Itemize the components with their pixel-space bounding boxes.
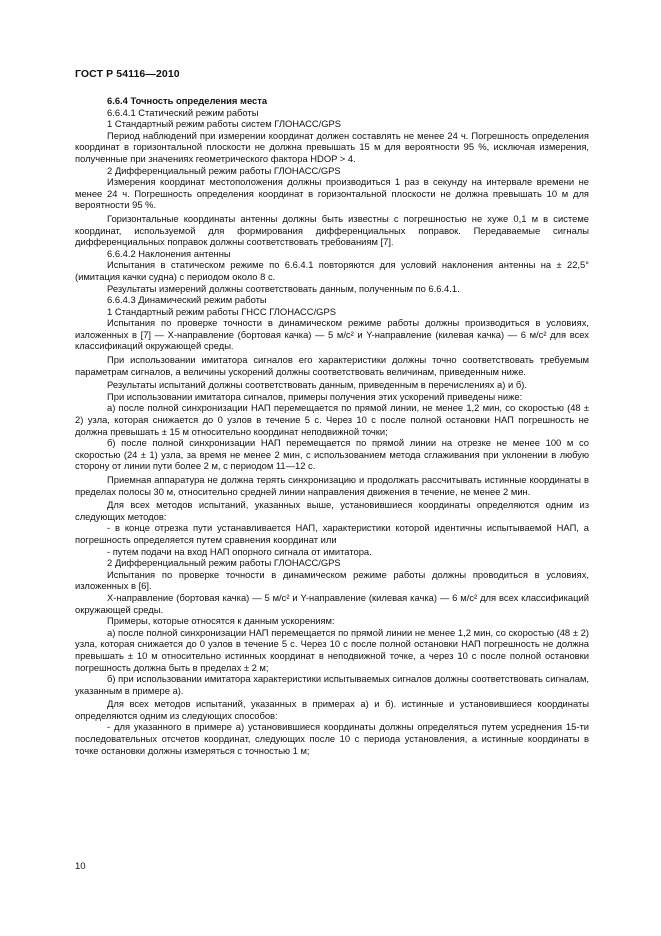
paragraph: Результаты измерений должны соответствовать данным, полученным по 6.6.4.1. [107,282,460,294]
paragraph: Испытания в статическом режиме по 6.6.4.1 повторяются для условий наклонения антенны на ± 22,5° (имитация качки судна) с периодом около 8 с. [75,259,589,282]
list-item: б) при использовании имитатора характеристики испытываемых сигналов должны соответствовать сигналам, указанным в примере а). [75,673,589,696]
paragraph: Х-направление (бортовая качка) — 5 м/с² и Y-направление (килевая качка) — 6 м/с² для всех классификаций окружающей среды. [75,591,589,615]
paragraph: Приемная аппаратура не должна терять синхронизацию и продолжать рассчитывать истинные координаты в пределах полосы 30 м, относительно средней линии направления движения в течение, не менее 2 мин. [75,474,589,497]
list-item: б) после полной синхронизации НАП перемещается по прямой линии на отрезке не менее 100 м со скоростью (24 ± 1) узла, за время не менее 2 мин, с использованием метода сглаживания при уклонении в любую сторону от линии пути более 2 м, с периодом 11—12 с. [75,437,589,472]
paragraph: Результаты испытаний должны соответствовать данным, приведенным в перечислениях а) и б). [107,379,527,391]
paragraph: При использовании имитатора сигналов его характеристики должны точно соответствовать требуемым параметрам сигналов, а величины ускорений должны соответствовать величинам, приведенным ниже. [75,354,589,377]
paragraph: Горизонтальные координаты антенны должны быть известны с погрешностью не хуже 0,1 м в системе координат, используемой для формирования дифференциальных поправок. Передаваемые сигналы дифференциальных поправок должны соответствовать требованиям [7]. [75,212,589,248]
list-item: - в конце отрезка пути устанавливается НАП, характеристики которой идентичны испытываемой НАП, а погрешность определяется путем сравнения координат или [75,522,589,545]
paragraph: Примеры, которые относятся к данным ускорениям: [107,615,335,627]
paragraph: Для всех методов испытаний, указанных в примерах а) и б). истинные и установившиеся координаты определяются одним из следующих способов: [75,698,589,721]
mode-heading: 2 Дифференциальный режим работы ГЛОНАСС/GPS [107,164,341,176]
paragraph: При использовании имитатора сигналов, примеры получения этих ускорений приведены ниже: [107,390,523,402]
list-item: а) после полной синхронизации НАП перемещается по прямой линии не менее 1,2 мин, со скоростью (48 ± 2) узла, которая снижается до 0 узлов в течение 5 с. Через 10 с после полной остановки НАП погрешность не должна превышать ± 10 м относительно истинных координат в неподвижной точке, а через 10 с после полной остановки погрешность должна быть в пределах ± 2 м; [75,626,589,673]
paragraph: Испытания по проверке точности в динамическом режиме работы должны проводиться в условиях, изложенных в [6]. [75,568,589,592]
list-item: - путем подачи на вход НАП опорного сигнала от имитатора. [107,545,372,557]
paragraph: Испытания по проверке точности в динамическом режиме работы должны производиться в условиях, изложенных в [7] — Х-направление (бортовая качка) — 5 м/с² и Y-направление (килевая качка) — 6 м/с² для всех классификаций окружающей среды. [75,317,589,352]
paragraph: Измерения координат местоположения должны производиться 1 раз в секунду на интервале времени не менее 24 ч. Погрешность определения координат в горизонтальной плоскости не должна превышать 10 м для вероятности 95 %. [75,176,589,211]
subsection-heading: 6.6.4.2 Наклонения антенны [107,247,231,259]
mode-heading: 1 Стандартный режим работы ГНСС ГЛОНАСС/GPS [107,305,336,317]
list-item: - для указанного в примере а) установившиеся координаты должны определяться путем усреднения 15-ти последовательных отсчетов координат, следующих после 10 с периода установления, а истинные координаты в точке остановки должны измеряться с точностью 1 м; [75,721,589,756]
paragraph: Для всех методов испытаний, указанных выше, установившиеся координаты определяются одним из следующих методов: [75,499,589,522]
subsection-heading: 6.6.4.3 Динамический режим работы [107,294,267,306]
subsection-heading: 6.6.4.1 Статический режим работы [107,106,259,118]
document-header: ГОСТ Р 54116—2010 [75,68,180,80]
section-heading: 6.6.4 Точность определения места [107,95,268,106]
document-body [75,95,589,756]
page-number: 10 [75,861,86,872]
list-item: а) после полной синхронизации НАП перемещается по прямой линии, не менее 1,2 мин, со скоростью (48 ± 2) узла, которая снижается до 0 узлов в течение 5 с. Через 10 с после полной остановки НАП погрешность не должна превышать ± 15 м относительно координат неподвижной точки; [75,402,589,437]
mode-heading: 1 Стандартный режим работы систем ГЛОНАСС/GPS [107,118,342,130]
mode-heading: 2 Дифференциальный режим работы ГЛОНАСС/GPS [107,557,341,569]
paragraph: Период наблюдений при измерении координат должен составлять не менее 24 ч. Погрешность определения координат в горизонтальной плоскости не должна превышать 15 м для вероятности 95 %, исключая измерения, полученные при значениях геометрического фактора HDOP > 4. [75,129,589,164]
